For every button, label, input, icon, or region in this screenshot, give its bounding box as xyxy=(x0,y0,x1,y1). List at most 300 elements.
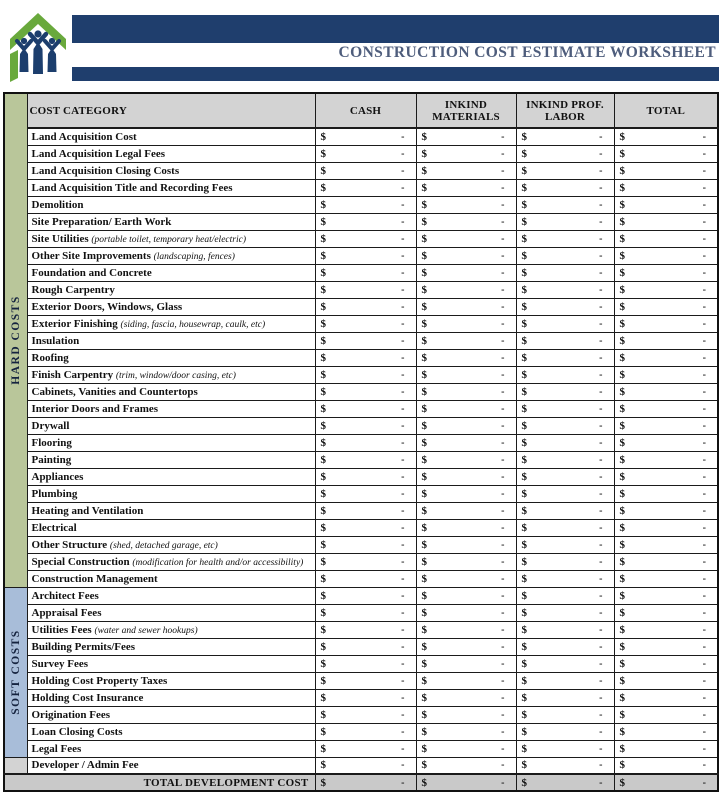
money-cell-inkind-prof-labor xyxy=(516,247,614,264)
money-cell-inkind-prof-labor xyxy=(516,604,614,621)
currency-symbol: $ xyxy=(619,606,625,619)
money-cell-inkind-prof-labor xyxy=(516,264,614,281)
amount-placeholder: - xyxy=(401,641,405,652)
money-cell-total xyxy=(614,502,718,519)
amount-placeholder: - xyxy=(599,420,603,431)
table-row xyxy=(4,230,718,247)
amount-placeholder: - xyxy=(501,369,505,380)
currency-symbol: $ xyxy=(320,453,326,466)
amount-placeholder: - xyxy=(599,148,603,159)
money-cell-total xyxy=(614,621,718,638)
currency-symbol: $ xyxy=(619,147,625,160)
currency-symbol: $ xyxy=(619,334,625,347)
amount-placeholder: - xyxy=(599,743,603,754)
money-cell-inkind-prof-labor xyxy=(516,757,614,774)
money-cell-inkind-materials xyxy=(416,570,516,587)
table-row xyxy=(4,145,718,162)
table-row xyxy=(4,468,718,485)
money-cell-cash xyxy=(315,774,416,791)
currency-symbol: $ xyxy=(521,759,527,772)
amount-placeholder: - xyxy=(702,148,706,159)
money-cell-inkind-prof-labor xyxy=(516,196,614,213)
money-cell-inkind-prof-labor xyxy=(516,315,614,332)
money-cell-cash xyxy=(315,740,416,757)
table-row xyxy=(4,383,718,400)
category-cell: Survey Fees xyxy=(27,655,315,672)
currency-symbol: $ xyxy=(521,470,527,483)
amount-placeholder: - xyxy=(501,777,505,788)
money-cell-inkind-materials xyxy=(416,434,516,451)
table-row xyxy=(4,621,718,638)
currency-symbol: $ xyxy=(421,351,427,364)
amount-placeholder: - xyxy=(599,777,603,788)
currency-symbol: $ xyxy=(619,266,625,279)
currency-symbol: $ xyxy=(320,249,326,262)
currency-symbol: $ xyxy=(320,334,326,347)
category-cell: Site Utilities (portable toilet, temporary heat/electric) xyxy=(27,230,315,247)
amount-placeholder: - xyxy=(401,335,405,346)
currency-symbol: $ xyxy=(421,147,427,160)
currency-symbol: $ xyxy=(421,181,427,194)
amount-placeholder: - xyxy=(501,352,505,363)
currency-symbol: $ xyxy=(320,436,326,449)
category-cell: Insulation xyxy=(27,332,315,349)
amount-placeholder: - xyxy=(702,233,706,244)
currency-symbol: $ xyxy=(521,572,527,585)
amount-placeholder: - xyxy=(599,607,603,618)
currency-symbol: $ xyxy=(521,742,527,755)
money-cell-inkind-materials xyxy=(416,638,516,655)
currency-symbol: $ xyxy=(521,589,527,602)
column-header-inkind-materials: INKIND MATERIALS xyxy=(416,93,516,128)
category-cell: Appraisal Fees xyxy=(27,604,315,621)
amount-placeholder: - xyxy=(702,692,706,703)
amount-placeholder: - xyxy=(599,624,603,635)
category-note: (modification for health and/or accessibility) xyxy=(132,557,304,568)
currency-symbol: $ xyxy=(619,198,625,211)
currency-symbol: $ xyxy=(521,198,527,211)
table-row xyxy=(4,434,718,451)
currency-symbol: $ xyxy=(619,470,625,483)
amount-placeholder: - xyxy=(702,352,706,363)
amount-placeholder: - xyxy=(401,420,405,431)
currency-symbol: $ xyxy=(421,606,427,619)
currency-symbol: $ xyxy=(421,470,427,483)
category-cell: Building Permits/Fees xyxy=(27,638,315,655)
money-cell-cash xyxy=(315,587,416,604)
amount-placeholder: - xyxy=(501,590,505,601)
money-cell-inkind-materials xyxy=(416,281,516,298)
money-cell-total xyxy=(614,179,718,196)
amount-placeholder: - xyxy=(702,658,706,669)
money-cell-total xyxy=(614,485,718,502)
money-cell-inkind-materials xyxy=(416,315,516,332)
money-cell-inkind-materials xyxy=(416,230,516,247)
currency-symbol: $ xyxy=(421,589,427,602)
money-cell-inkind-materials xyxy=(416,655,516,672)
currency-symbol: $ xyxy=(320,521,326,534)
amount-placeholder: - xyxy=(702,301,706,312)
currency-symbol: $ xyxy=(320,572,326,585)
amount-placeholder: - xyxy=(501,403,505,414)
currency-symbol: $ xyxy=(619,776,625,789)
currency-symbol: $ xyxy=(421,215,427,228)
money-cell-cash xyxy=(315,502,416,519)
currency-symbol: $ xyxy=(320,402,326,415)
money-cell-cash xyxy=(315,519,416,536)
amount-placeholder: - xyxy=(501,641,505,652)
money-cell-inkind-prof-labor xyxy=(516,621,614,638)
money-cell-total xyxy=(614,213,718,230)
amount-placeholder: - xyxy=(702,488,706,499)
amount-placeholder: - xyxy=(702,505,706,516)
amount-placeholder: - xyxy=(401,233,405,244)
table-row xyxy=(4,587,718,604)
currency-symbol: $ xyxy=(320,640,326,653)
amount-placeholder: - xyxy=(501,505,505,516)
amount-placeholder: - xyxy=(599,250,603,261)
amount-placeholder: - xyxy=(501,454,505,465)
money-cell-inkind-prof-labor xyxy=(516,638,614,655)
amount-placeholder: - xyxy=(401,777,405,788)
money-cell-total xyxy=(614,655,718,672)
money-cell-total xyxy=(614,604,718,621)
cost-estimate-table xyxy=(3,92,719,792)
amount-placeholder: - xyxy=(401,318,405,329)
currency-symbol: $ xyxy=(320,130,326,143)
currency-symbol: $ xyxy=(421,538,427,551)
currency-symbol: $ xyxy=(320,368,326,381)
amount-placeholder: - xyxy=(401,624,405,635)
amount-placeholder: - xyxy=(501,522,505,533)
total-row-label: TOTAL DEVELOPMENT COST xyxy=(4,774,315,791)
currency-symbol: $ xyxy=(521,487,527,500)
table-row xyxy=(4,519,718,536)
money-cell-inkind-prof-labor xyxy=(516,570,614,587)
money-cell-total xyxy=(614,400,718,417)
money-cell-cash xyxy=(315,638,416,655)
table-row xyxy=(4,672,718,689)
currency-symbol: $ xyxy=(619,640,625,653)
currency-symbol: $ xyxy=(320,351,326,364)
money-cell-total xyxy=(614,332,718,349)
amount-placeholder: - xyxy=(401,182,405,193)
money-cell-inkind-prof-labor xyxy=(516,349,614,366)
amount-placeholder: - xyxy=(401,522,405,533)
money-cell-total xyxy=(614,298,718,315)
amount-placeholder: - xyxy=(599,454,603,465)
amount-placeholder: - xyxy=(599,522,603,533)
money-cell-inkind-prof-labor xyxy=(516,723,614,740)
category-cell: Site Preparation/ Earth Work xyxy=(27,213,315,230)
category-cell: Legal Fees xyxy=(27,740,315,757)
money-cell-cash xyxy=(315,145,416,162)
currency-symbol: $ xyxy=(619,572,625,585)
category-cell: Architect Fees xyxy=(27,587,315,604)
amount-placeholder: - xyxy=(401,199,405,210)
table-row xyxy=(4,247,718,264)
money-cell-inkind-prof-labor xyxy=(516,706,614,723)
currency-symbol: $ xyxy=(521,283,527,296)
amount-placeholder: - xyxy=(599,318,603,329)
amount-placeholder: - xyxy=(599,301,603,312)
money-cell-cash xyxy=(315,570,416,587)
amount-placeholder: - xyxy=(702,131,706,143)
amount-placeholder: - xyxy=(702,420,706,431)
money-cell-total xyxy=(614,162,718,179)
money-cell-inkind-materials xyxy=(416,604,516,621)
currency-symbol: $ xyxy=(521,181,527,194)
money-cell-cash xyxy=(315,689,416,706)
category-cell: Appliances xyxy=(27,468,315,485)
money-cell-inkind-prof-labor xyxy=(516,451,614,468)
currency-symbol: $ xyxy=(421,640,427,653)
amount-placeholder: - xyxy=(702,437,706,448)
currency-symbol: $ xyxy=(421,249,427,262)
money-cell-cash xyxy=(315,757,416,774)
currency-symbol: $ xyxy=(320,317,326,330)
section-strip-other xyxy=(4,757,27,774)
table-row xyxy=(4,298,718,315)
currency-symbol: $ xyxy=(421,402,427,415)
amount-placeholder: - xyxy=(599,759,603,771)
currency-symbol: $ xyxy=(421,266,427,279)
table-row xyxy=(4,400,718,417)
currency-symbol: $ xyxy=(619,521,625,534)
amount-placeholder: - xyxy=(702,369,706,380)
amount-placeholder: - xyxy=(702,726,706,737)
money-cell-inkind-materials xyxy=(416,689,516,706)
amount-placeholder: - xyxy=(501,199,505,210)
amount-placeholder: - xyxy=(599,131,603,143)
money-cell-inkind-materials xyxy=(416,366,516,383)
amount-placeholder: - xyxy=(501,216,505,227)
currency-symbol: $ xyxy=(320,487,326,500)
table-row xyxy=(4,723,718,740)
money-cell-cash xyxy=(315,247,416,264)
currency-symbol: $ xyxy=(421,436,427,449)
money-cell-inkind-prof-labor xyxy=(516,485,614,502)
table-row xyxy=(4,162,718,179)
money-cell-inkind-materials xyxy=(416,774,516,791)
money-cell-inkind-materials xyxy=(416,264,516,281)
money-cell-inkind-prof-labor xyxy=(516,740,614,757)
currency-symbol: $ xyxy=(521,266,527,279)
money-cell-cash xyxy=(315,468,416,485)
category-cell: Utilities Fees (water and sewer hookups) xyxy=(27,621,315,638)
currency-symbol: $ xyxy=(619,181,625,194)
amount-placeholder: - xyxy=(599,182,603,193)
table-row xyxy=(4,213,718,230)
amount-placeholder: - xyxy=(401,556,405,567)
amount-placeholder: - xyxy=(401,131,405,143)
amount-placeholder: - xyxy=(702,250,706,261)
money-cell-cash xyxy=(315,281,416,298)
table-row xyxy=(4,128,718,145)
currency-symbol: $ xyxy=(320,266,326,279)
money-cell-inkind-materials xyxy=(416,553,516,570)
amount-placeholder: - xyxy=(501,692,505,703)
amount-placeholder: - xyxy=(501,250,505,261)
amount-placeholder: - xyxy=(501,607,505,618)
currency-symbol: $ xyxy=(320,300,326,313)
amount-placeholder: - xyxy=(702,556,706,567)
amount-placeholder: - xyxy=(401,148,405,159)
currency-symbol: $ xyxy=(320,606,326,619)
currency-symbol: $ xyxy=(619,300,625,313)
money-cell-inkind-prof-labor xyxy=(516,672,614,689)
money-cell-inkind-prof-labor xyxy=(516,128,614,145)
money-cell-total xyxy=(614,740,718,757)
category-cell: Foundation and Concrete xyxy=(27,264,315,281)
money-cell-total xyxy=(614,723,718,740)
amount-placeholder: - xyxy=(599,335,603,346)
amount-placeholder: - xyxy=(599,556,603,567)
currency-symbol: $ xyxy=(421,623,427,636)
currency-symbol: $ xyxy=(521,521,527,534)
money-cell-inkind-materials xyxy=(416,162,516,179)
amount-placeholder: - xyxy=(501,743,505,754)
amount-placeholder: - xyxy=(401,505,405,516)
currency-symbol: $ xyxy=(521,402,527,415)
money-cell-total xyxy=(614,247,718,264)
money-cell-total xyxy=(614,281,718,298)
money-cell-cash xyxy=(315,451,416,468)
currency-symbol: $ xyxy=(320,419,326,432)
money-cell-total xyxy=(614,536,718,553)
amount-placeholder: - xyxy=(501,759,505,771)
amount-placeholder: - xyxy=(702,335,706,346)
table-row xyxy=(4,451,718,468)
currency-symbol: $ xyxy=(421,742,427,755)
amount-placeholder: - xyxy=(501,267,505,278)
category-cell: Rough Carpentry xyxy=(27,281,315,298)
currency-symbol: $ xyxy=(521,691,527,704)
currency-symbol: $ xyxy=(421,130,427,143)
amount-placeholder: - xyxy=(401,250,405,261)
money-cell-total xyxy=(614,417,718,434)
currency-symbol: $ xyxy=(320,776,326,789)
amount-placeholder: - xyxy=(599,216,603,227)
money-cell-cash xyxy=(315,162,416,179)
amount-placeholder: - xyxy=(599,675,603,686)
money-cell-inkind-prof-labor xyxy=(516,434,614,451)
category-cell: Construction Management xyxy=(27,570,315,587)
money-cell-total xyxy=(614,196,718,213)
currency-symbol: $ xyxy=(320,504,326,517)
currency-symbol: $ xyxy=(421,419,427,432)
currency-symbol: $ xyxy=(421,385,427,398)
amount-placeholder: - xyxy=(401,675,405,686)
column-header-total: TOTAL xyxy=(614,93,718,128)
currency-symbol: $ xyxy=(421,572,427,585)
currency-symbol: $ xyxy=(619,725,625,738)
category-cell: Painting xyxy=(27,451,315,468)
amount-placeholder: - xyxy=(599,573,603,584)
amount-placeholder: - xyxy=(401,488,405,499)
amount-placeholder: - xyxy=(599,471,603,482)
money-cell-inkind-materials xyxy=(416,468,516,485)
money-cell-inkind-materials xyxy=(416,519,516,536)
currency-symbol: $ xyxy=(421,453,427,466)
money-cell-inkind-prof-labor xyxy=(516,400,614,417)
currency-symbol: $ xyxy=(619,283,625,296)
currency-symbol: $ xyxy=(521,606,527,619)
currency-symbol: $ xyxy=(421,708,427,721)
currency-symbol: $ xyxy=(421,368,427,381)
amount-placeholder: - xyxy=(702,590,706,601)
table-row xyxy=(4,366,718,383)
amount-placeholder: - xyxy=(501,471,505,482)
money-cell-inkind-materials xyxy=(416,485,516,502)
money-cell-cash xyxy=(315,553,416,570)
table-row xyxy=(4,417,718,434)
amount-placeholder: - xyxy=(702,182,706,193)
table-row xyxy=(4,281,718,298)
amount-placeholder: - xyxy=(401,352,405,363)
money-cell-inkind-prof-labor xyxy=(516,519,614,536)
currency-symbol: $ xyxy=(619,742,625,755)
money-cell-total xyxy=(614,315,718,332)
category-note: (siding, fascia, housewrap, caulk, etc) xyxy=(120,319,266,330)
amount-placeholder: - xyxy=(401,607,405,618)
currency-symbol: $ xyxy=(320,164,326,177)
amount-placeholder: - xyxy=(599,386,603,397)
currency-symbol: $ xyxy=(320,232,326,245)
amount-placeholder: - xyxy=(501,301,505,312)
money-cell-total xyxy=(614,570,718,587)
amount-placeholder: - xyxy=(401,709,405,720)
habitat-logo-icon xyxy=(8,10,68,90)
category-cell: Loan Closing Costs xyxy=(27,723,315,740)
amount-placeholder: - xyxy=(599,199,603,210)
money-cell-inkind-materials xyxy=(416,383,516,400)
amount-placeholder: - xyxy=(501,726,505,737)
money-cell-cash xyxy=(315,621,416,638)
category-cell: Electrical xyxy=(27,519,315,536)
section-strip-hard-costs xyxy=(4,93,27,587)
currency-symbol: $ xyxy=(619,538,625,551)
table-row xyxy=(4,604,718,621)
money-cell-cash xyxy=(315,536,416,553)
currency-symbol: $ xyxy=(421,759,427,772)
amount-placeholder: - xyxy=(599,505,603,516)
amount-placeholder: - xyxy=(599,641,603,652)
column-header-inkind-prof-labor: INKIND PROF. LABOR xyxy=(516,93,614,128)
money-cell-inkind-materials xyxy=(416,536,516,553)
amount-placeholder: - xyxy=(599,165,603,176)
currency-symbol: $ xyxy=(421,691,427,704)
table-row xyxy=(4,655,718,672)
column-header-cash: CASH xyxy=(315,93,416,128)
amount-placeholder: - xyxy=(501,437,505,448)
amount-placeholder: - xyxy=(702,284,706,295)
money-cell-total xyxy=(614,757,718,774)
amount-placeholder: - xyxy=(702,216,706,227)
amount-placeholder: - xyxy=(401,726,405,737)
money-cell-inkind-materials xyxy=(416,332,516,349)
amount-placeholder: - xyxy=(501,284,505,295)
currency-symbol: $ xyxy=(521,538,527,551)
amount-placeholder: - xyxy=(501,573,505,584)
amount-placeholder: - xyxy=(401,437,405,448)
money-cell-inkind-prof-labor xyxy=(516,774,614,791)
currency-symbol: $ xyxy=(521,147,527,160)
currency-symbol: $ xyxy=(521,351,527,364)
category-note: (water and sewer hookups) xyxy=(94,625,198,636)
money-cell-inkind-materials xyxy=(416,502,516,519)
amount-placeholder: - xyxy=(702,165,706,176)
